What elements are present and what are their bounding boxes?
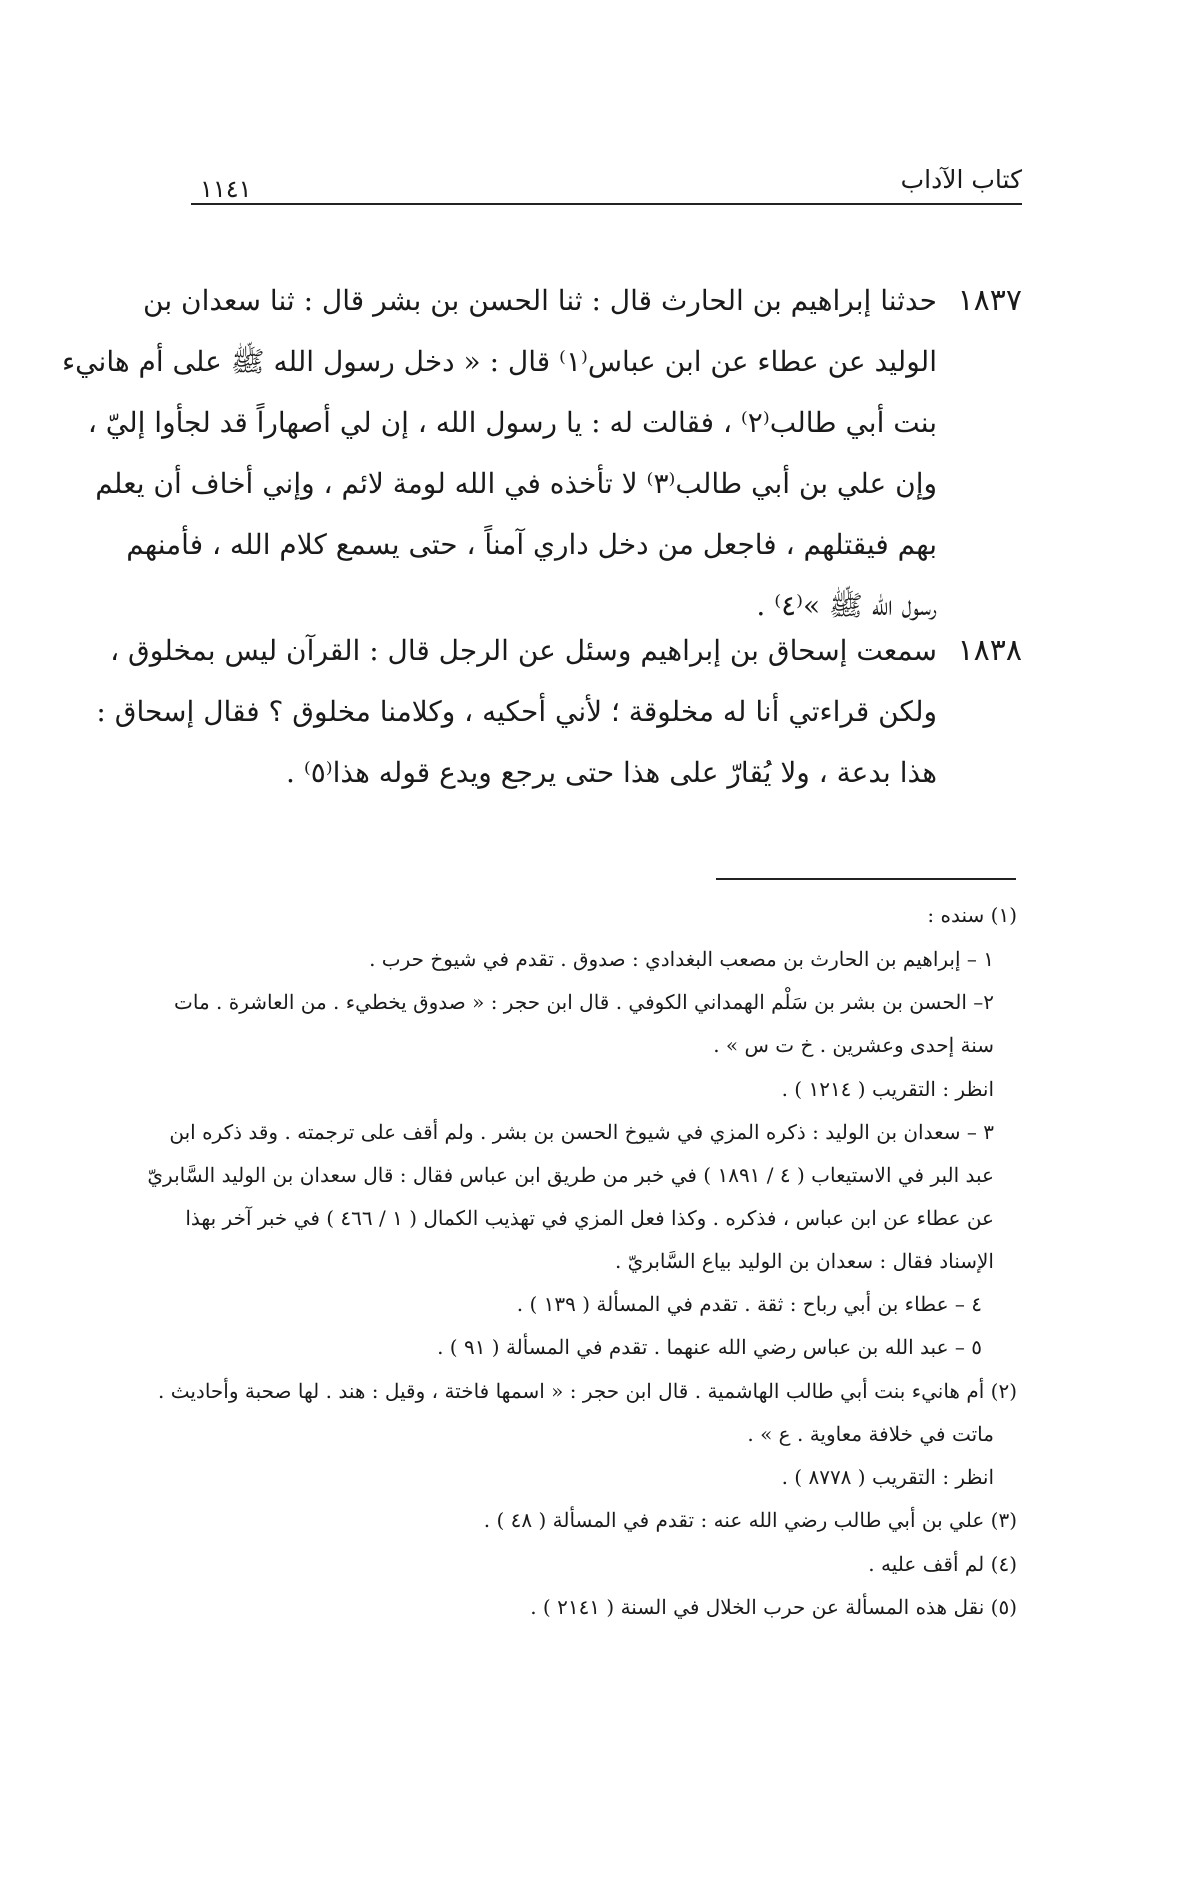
footnote-separator xyxy=(716,878,1016,880)
footnote-line: عبد البر في الاستيعاب ( ٤ / ١٨٩١ ) في خبر من طريق ابن عباس فقال : قال سعدان بن الوليد السَّابريّ xyxy=(147,1163,994,1187)
footnote-line: (٥) نقل هذه المسألة عن حرب الخلال في السنة ( ٢١٤١ ) . xyxy=(530,1595,1017,1619)
page-number: ١١٤١ xyxy=(200,175,252,203)
entry-number: ١٨٣٧ xyxy=(957,283,1022,318)
footnote-line: الإسناد فقال : سعدان بن الوليد بياع السَّابريّ . xyxy=(614,1249,994,1273)
footnote-line: (٢) أم هانيء بنت أبي طالب الهاشمية . قال ابن حجر : « اسمها فاختة ، وقيل : هند . لها صحبة وأحاديث . xyxy=(158,1379,1017,1403)
entry-number: ١٨٣٨ xyxy=(957,633,1022,668)
footnote-line: سنة إحدى وعشرين . خ ت س » . xyxy=(713,1033,994,1057)
footnote-line: (٤) لم أقف عليه . xyxy=(868,1552,1017,1576)
entry-line: سمعت إسحاق بن إبراهيم وسئل عن الرجل قال : القرآن ليس بمخلوق ، xyxy=(110,634,937,667)
footnote-line: ماتت في خلافة معاوية . ع » . xyxy=(747,1422,994,1446)
chapter-title: كتاب الآداب xyxy=(900,165,1022,194)
header-rule xyxy=(191,203,1022,205)
entry-line: هذا بدعة ، ولا يُقارّ على هذا حتى يرجع ويدع قوله هذا⁽٥⁾ . xyxy=(286,756,937,789)
entry-line: الوليد عن عطاء عن ابن عباس⁽١⁾ قال : « دخل رسول الله ﷺ على أم هانيء xyxy=(62,345,937,378)
entry-line: رسول الله ﷺ »⁽٤⁾ . xyxy=(756,589,937,622)
footnote-line: ٥ – عبد الله بن عباس رضي الله عنهما . تقدم في المسألة ( ٩١ ) . xyxy=(437,1335,982,1359)
entry-line: بهم فيقتلهم ، فاجعل من دخل داري آمناً ، حتى يسمع كلام الله ، فأمنهم xyxy=(126,528,937,561)
entry-line: حدثنا إبراهيم بن الحارث قال : ثنا الحسن بن بشر قال : ثنا سعدان بن xyxy=(143,284,937,317)
footnote-line: انظر : التقريب ( ١٢١٤ ) . xyxy=(781,1077,994,1101)
entry-1838 xyxy=(96,620,1022,810)
entry-line: وإن علي بن أبي طالب⁽٣⁾ لا تأخذه في الله لومة لائم ، وإني أخاف أن يعلم xyxy=(95,467,937,500)
footnote-line: عن عطاء عن ابن عباس ، فذكره . وكذا فعل المزي في تهذيب الكمال ( ١ / ٤٦٦ ) في خبر آخر بهذا xyxy=(185,1206,994,1230)
footnote-line: ٤ – عطاء بن أبي رباح : ثقة . تقدم في المسألة ( ١٣٩ ) . xyxy=(516,1292,982,1316)
footnote-line: ٣ – سعدان بن الوليد : ذكره المزي في شيوخ الحسن بن بشر . ولم أقف على ترجمته . وقد ذكره ابن xyxy=(169,1120,994,1144)
footnote-line: ١ – إبراهيم بن الحارث بن مصعب البغدادي : صدوق . تقدم في شيوخ حرب . xyxy=(369,947,994,971)
entry-body xyxy=(62,270,937,636)
footnote-line: (٣) علي بن أبي طالب رضي الله عنه : تقدم في المسألة ( ٤٨ ) . xyxy=(483,1508,1017,1532)
entry-body xyxy=(96,620,937,803)
footnote-line: (١) سنده : xyxy=(927,903,1017,927)
entry-1837 xyxy=(62,270,1022,640)
footnote-line: ٢– الحسن بن بشر بن سَلْم الهمداني الكوفي . قال ابن حجر : « صدوق يخطيء . من العاشرة . مات xyxy=(174,990,994,1014)
entry-line: بنت أبي طالب⁽٢⁾ ، فقالت له : يا رسول الله ، إن لي أصهاراً قد لجأوا إليّ ، xyxy=(87,406,937,439)
footnote-line: انظر : التقريب ( ٨٧٧٨ ) . xyxy=(781,1465,994,1489)
entry-line: ولكن قراءتي أنا له مخلوقة ؛ لأني أحكيه ، وكلامنا مخلوق ؟ فقال إسحاق : xyxy=(96,695,937,728)
